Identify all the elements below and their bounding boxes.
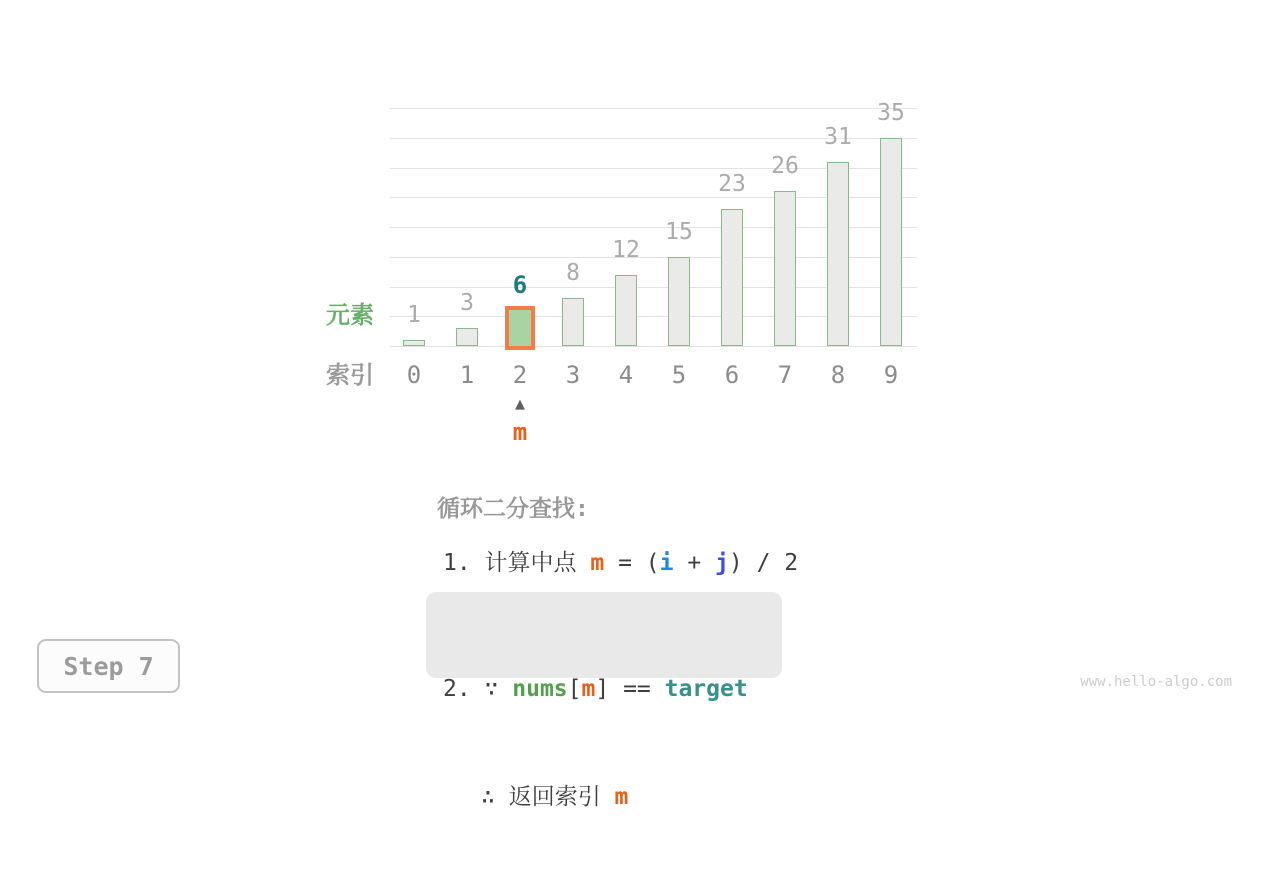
caption-step2-line1 (443, 671, 782, 707)
bar-value-label: 35 (877, 100, 905, 126)
code-token: m (581, 676, 596, 702)
bar (562, 298, 584, 346)
bar-value-label: 12 (612, 237, 640, 263)
index-label: 9 (883, 361, 899, 389)
code-token: m (614, 784, 629, 810)
bar-value-label: 3 (460, 290, 474, 316)
elements-row-label: 元素 (326, 301, 374, 329)
pointer-m-label: m (512, 418, 528, 446)
pointer-arrow-icon: ▲ (515, 397, 525, 412)
code-token: ) / 2 (728, 550, 799, 576)
code-token: m (590, 550, 605, 576)
code-token: ∴ 返回索引 (481, 784, 615, 810)
index-label: 4 (618, 361, 634, 389)
code-token: 1. 计算中点 (443, 550, 591, 576)
bar (721, 209, 743, 346)
bar (668, 257, 690, 346)
watermark: www.hello-algo.com (1080, 674, 1232, 690)
index-label: 3 (565, 361, 581, 389)
bar-value-label: 23 (718, 171, 746, 197)
step-badge: Step 7 (37, 639, 180, 693)
index-label: 8 (830, 361, 846, 389)
indices-row-label: 索引 (326, 361, 374, 389)
bar (403, 340, 425, 346)
code-token: 2. ∵ (443, 676, 513, 702)
bar (880, 138, 902, 346)
bar (827, 162, 849, 346)
caption-step1-line (443, 550, 798, 577)
bar-value-label: 31 (824, 124, 852, 150)
bar (774, 191, 796, 346)
index-label: 0 (406, 361, 422, 389)
code-token: ] (595, 676, 610, 702)
code-token: nums (512, 676, 568, 702)
caption-step2-line2 (481, 779, 782, 815)
bar-highlighted (505, 306, 535, 350)
index-label: 2 (512, 361, 528, 389)
gridline (390, 346, 917, 347)
code-token: [ (567, 676, 582, 702)
index-label: 7 (777, 361, 793, 389)
code-token: = ( (604, 550, 660, 576)
code-token: i (659, 550, 674, 576)
code-token: j (715, 550, 729, 576)
bar-value-label: 26 (771, 153, 799, 179)
bar-value-label: 15 (665, 219, 693, 245)
index-label: 6 (724, 361, 740, 389)
caption-title: 循环二分查找: (437, 496, 589, 522)
code-token: + (673, 550, 716, 576)
gridline (390, 108, 917, 109)
bar-value-label: 1 (407, 302, 421, 328)
bar (456, 328, 478, 346)
bar-value-label: 6 (512, 271, 528, 299)
code-token: target (664, 676, 748, 702)
index-label: 1 (459, 361, 475, 389)
code-token: == (609, 676, 665, 702)
bar-value-label: 8 (566, 260, 580, 286)
caption-step2-box (426, 592, 782, 810)
bar (615, 275, 637, 346)
index-label: 5 (671, 361, 687, 389)
